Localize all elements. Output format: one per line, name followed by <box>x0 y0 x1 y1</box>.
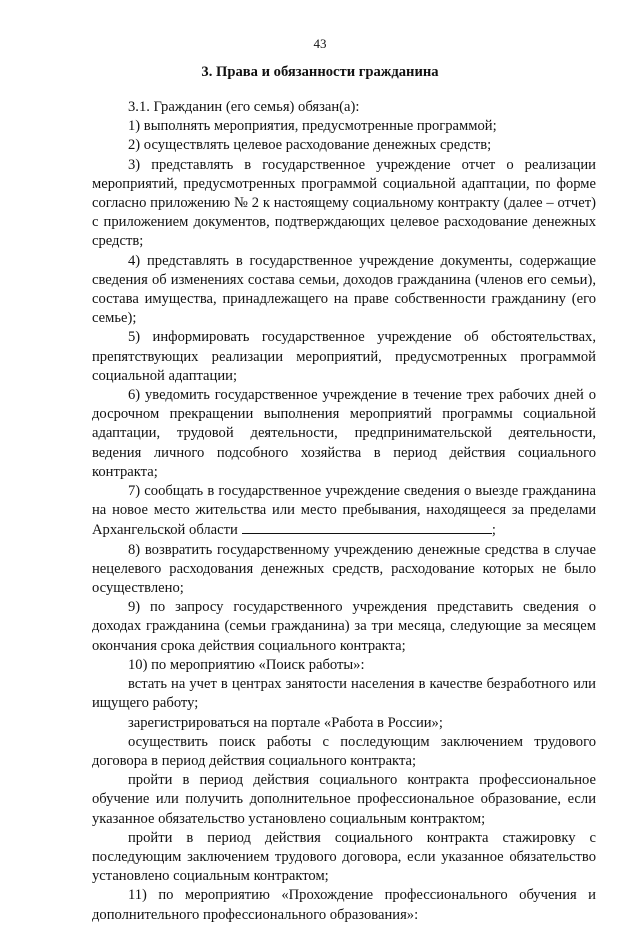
paragraph-4: 4) представлять в государственное учреждение документы, содержащие сведения об изменениях состава семьи, доходов гражданина (членов его семьи), состава имущества, принадлежащего на праве собственности гражданину (его семье); <box>92 252 596 327</box>
paragraph-10-e: пройти в период действия социального контракта стажировку с последующим заключением трудового договора, если указанное обязательство установлено социальным контрактом; <box>92 829 596 885</box>
paragraph-9: 9) по запросу государственного учреждения представить сведения о доходах гражданина (семьи гражданина) за три месяца, следующие за месяцем окончания срока действия социального контракта; <box>92 599 596 654</box>
paragraph-10: 10) по мероприятию «Поиск работы»: <box>128 656 365 673</box>
paragraph-10-c: осуществить поиск работы с последующим заключением трудового договора в период действия социального контракта; <box>92 733 596 769</box>
paragraph-6: 6) уведомить государственное учреждение в течение трех рабочих дней о досрочном прекращении выполнения мероприятий программы социальной адаптации, трудовой деятельности, предпринимательской деятельности, ведения личного подсобного хозяйства в период действия социального контракта; <box>92 387 596 480</box>
page-number: 43 <box>313 36 327 51</box>
document-body <box>92 98 596 925</box>
paragraph-1: 1) выполнять мероприятия, предусмотренные программой; <box>128 118 497 135</box>
paragraph-10-b: зарегистрироваться на портале «Работа в России»; <box>128 714 443 731</box>
paragraph-11: 11) по мероприятию «Прохождение профессионального обучения и дополнительного профессионального образования»: <box>92 887 596 923</box>
paragraph-5: 5) информировать государственное учреждение об обстоятельствах, препятствующих реализации мероприятий, предусмотренных программой социальной адаптации; <box>92 329 596 384</box>
paragraph-8: 8) возвратить государственному учреждению денежные средства в случае нецелевого расходования денежных средств, расходование которых не было осуществлено; <box>92 541 596 597</box>
paragraph-10-a: встать на учет в центрах занятости населения в качестве безработного или ищущего работу; <box>92 676 596 712</box>
fill-in-blank-line[interactable] <box>242 520 492 534</box>
paragraph-3-1: 3.1. Гражданин (его семья) обязан(а): <box>128 99 360 115</box>
paragraph-7 <box>92 482 596 541</box>
paragraph-2: 2) осуществлять целевое расходование денежных средств; <box>128 137 492 154</box>
paragraph-3: 3) представлять в государственное учреждение отчет о реализации мероприятий, предусмотренных программой социальной адаптации, по форме согласно приложению № 2 к настоящему социальному контракту (далее – отчет) с приложением документов, подтверждающих целевое расходование денежных средств; <box>92 156 596 250</box>
section-heading: 3. Права и обязанности гражданина <box>201 64 439 80</box>
paragraph-7-text: 7) сообщать в государственное учреждение сведения о выезде гражданина на новое место жительства или место пребывания, находящееся за пределами Архангельской области <box>92 483 596 539</box>
paragraph-7-end: ; <box>491 522 496 539</box>
paragraph-10-d: пройти в период действия социального контракта профессиональное обучение или получить дополнительное профессиональное образование, если указанное обязательство установлено социальным контрактом; <box>92 772 596 827</box>
